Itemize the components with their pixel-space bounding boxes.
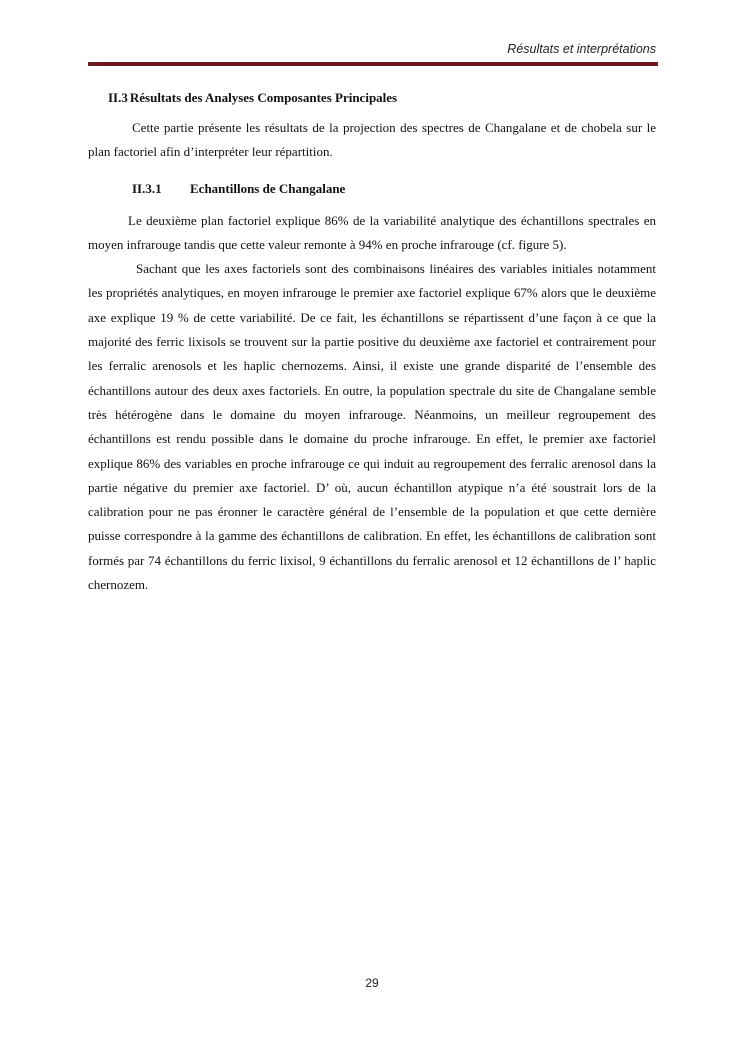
page-content [88,88,656,597]
body-paragraph: Le deuxième plan factoriel explique 86% de la variabilité analytique des échantillons spectrales en moyen infrarouge tandis que cette valeur remonte à 94% en proche infrarouge (cf. figure 5). [88,212,656,252]
header-rule [88,62,658,66]
section-number: II.3 [108,90,128,105]
section-title: Résultats des Analyses Composantes Principales [129,90,398,105]
subsection-number: II.3.1 [132,180,162,196]
running-header: Résultats et interprétations [507,42,656,56]
page-number: 29 [365,976,379,990]
body-paragraph: Sachant que les axes factoriels sont des combinaisons linéaires des variables initiales notamment les propriétés analytiques, en moyen infrarouge le premier axe factoriel explique 67% alors que le deuxième axe explique 19 % de cette variabilité. De ce fait, les échantillons se répartissent d’une façon à ce que la majorité des ferric lixisols se trouvent sur la partie positive du deuxième axe factoriel et contrairement pour les ferralic arenosols et les haplic chernozems. Ainsi, il existe une grande disparité de l’ensemble des échantillons autour des deux axes factoriels. En outre, la population spectrale du site de Changalane semble très hétérogène dans le domaine du moyen infrarouge. Néanmoins, un meilleur regroupement des échantillons est rendu possible dans le domaine du proche infrarouge. En effet, le premier axe factoriel explique 86% des variables en proche infrarouge ce qui induit au regroupement des ferralic arenosol dans la partie négative du premier axe factoriel. D’ où, aucun échantillon atypique n’a été soustrait lors de la calibration pour ne pas éronner le caractère général de l’ensemble de la population et que cette dernière puisse correspondre à la gamme des échantillons de calibration. En effet, les échantillons de calibration sont formés par 74 échantillons du ferric lixisol, 9 échantillons du ferralic arenosol et 12 échantillons de l’ haplic chernozem. [88,261,656,593]
subsection-heading [88,179,656,199]
section-heading [88,88,656,108]
subsection-title: Echantillons de Changalane [190,180,346,196]
section-intro-paragraph: Cette partie présente les résultats de la projection des spectres de Changalane et de chobela sur le plan factoriel afin d’interpréter leur répartition. [88,120,656,160]
